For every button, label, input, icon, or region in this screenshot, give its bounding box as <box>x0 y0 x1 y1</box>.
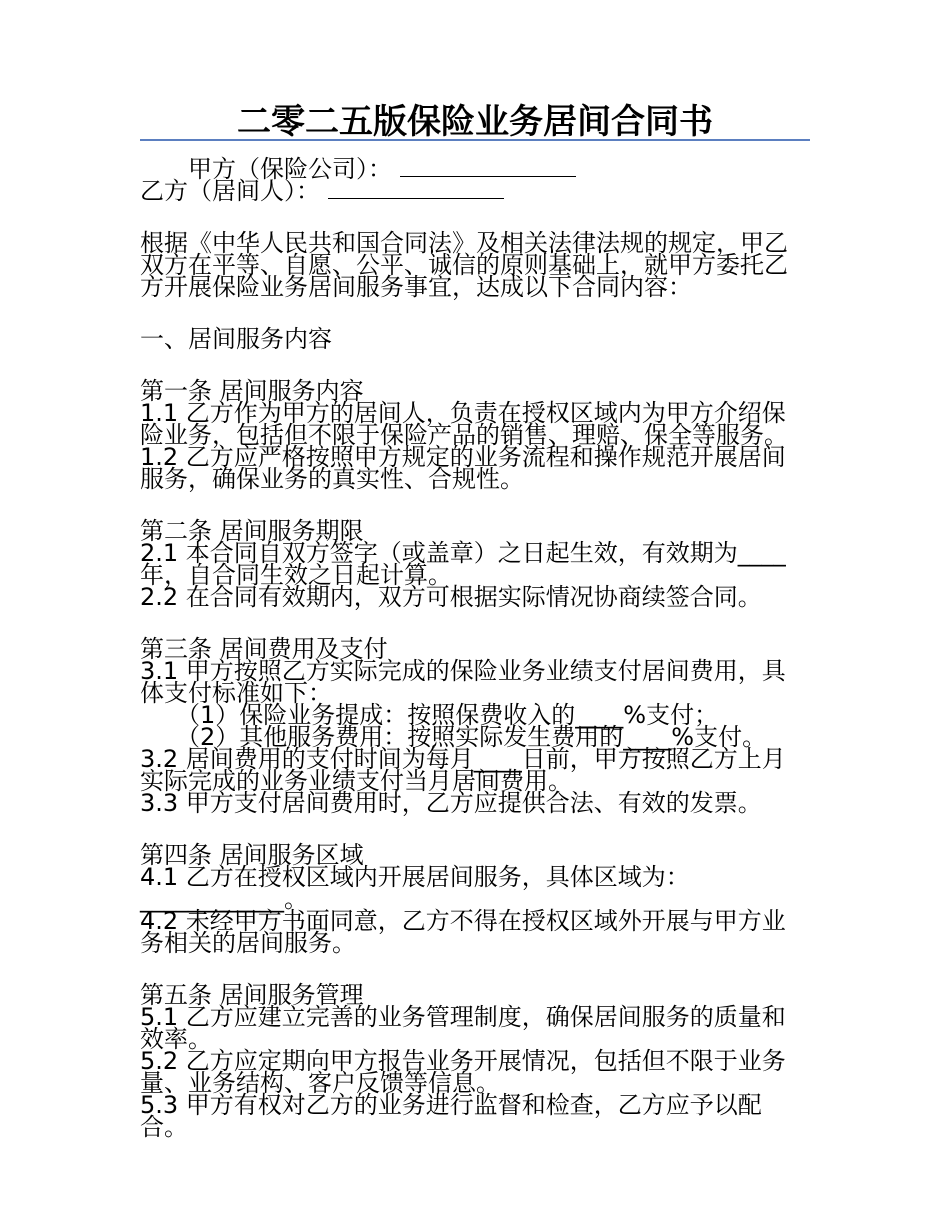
intro-line: 方开展保险业务居间服务事宜，达成以下合同内容： <box>140 273 692 301</box>
article-line: 5.3 甲方有权对乙方的业务进行监督和检查，乙方应予以配 <box>140 1091 762 1119</box>
article-heading: 第三条 居间费用及支付 <box>140 635 388 663</box>
article-line: 年，自合同生效之日起计算。 <box>140 561 452 589</box>
article-item: （1）保险业务提成：按照保费收入的____%支付； <box>176 701 719 729</box>
party-b-label: 乙方（居间人）： <box>140 177 320 205</box>
article-line: 实际完成的业务业绩支付当月居间费用。 <box>140 767 572 795</box>
article-heading: 第五条 居间服务管理 <box>140 981 364 1009</box>
party-a-blank <box>400 158 576 177</box>
article-line: 3.1 甲方按照乙方实际完成的保险业务业绩支付居间费用，具 <box>140 657 786 685</box>
article-line: 体支付标准如下： <box>140 679 332 707</box>
article-heading: 第一条 居间服务内容 <box>140 377 364 405</box>
article-line: ____________。 <box>140 885 308 913</box>
contract-body <box>140 155 810 1141</box>
article-heading: 第四条 居间服务区域 <box>140 841 364 869</box>
article-line: 5.2 乙方应定期向甲方报告业务开展情况，包括但不限于业务 <box>140 1047 786 1075</box>
article-line: 1.2 乙方应严格按照甲方规定的业务流程和操作规范开展居间 <box>140 443 786 471</box>
section-heading: 一、居间服务内容 <box>140 325 332 353</box>
title-underline <box>140 139 810 141</box>
article-line: 4.1 乙方在授权区域内开展居间服务，具体区域为： <box>140 863 690 891</box>
party-b-blank <box>328 180 504 199</box>
party-b-line <box>140 177 810 205</box>
article-line: 合。 <box>140 1113 188 1141</box>
article-line: 5.1 乙方应建立完善的业务管理制度，确保居间服务的质量和 <box>140 1003 786 1031</box>
article-line: 效率。 <box>140 1025 212 1053</box>
party-a-label: 甲方（保险公司）： <box>188 155 392 183</box>
article-heading: 第二条 居间服务期限 <box>140 517 364 545</box>
article-line: 4.2 未经甲方书面同意，乙方不得在授权区域外开展与甲方业 <box>140 907 786 935</box>
article-line: 服务，确保业务的真实性、合规性。 <box>140 465 524 493</box>
intro-line: 双方在平等、自愿、公平、诚信的原则基础上，就甲方委托乙 <box>140 251 788 279</box>
article-line: 量、业务结构、客户反馈等信息。 <box>140 1069 500 1097</box>
article-line: 1.1 乙方作为甲方的居间人，负责在授权区域内为甲方介绍保 <box>140 399 786 427</box>
article-line: 3.2 居间费用的支付时间为每月____日前，甲方按照乙方上月 <box>140 745 786 773</box>
intro-line: 根据《中华人民共和国合同法》及相关法律法规的规定，甲乙 <box>140 229 788 257</box>
article-line: 3.3 甲方支付居间费用时，乙方应提供合法、有效的发票。 <box>140 789 762 817</box>
article-line: 2.1 本合同自双方签字（或盖章）之日起生效，有效期为____ <box>140 539 786 567</box>
article-line: 务相关的居间服务。 <box>140 929 356 957</box>
document-title: 二零二五版保险业务居间合同书 <box>237 102 713 142</box>
article-line: 险业务，包括但不限于保险产品的销售、理赔、保全等服务。 <box>140 421 788 449</box>
article-line: 2.2 在合同有效期内，双方可根据实际情况协商续签合同。 <box>140 583 762 611</box>
article-item: （2）其他服务费用：按照实际发生费用的____%支付。 <box>176 723 767 751</box>
